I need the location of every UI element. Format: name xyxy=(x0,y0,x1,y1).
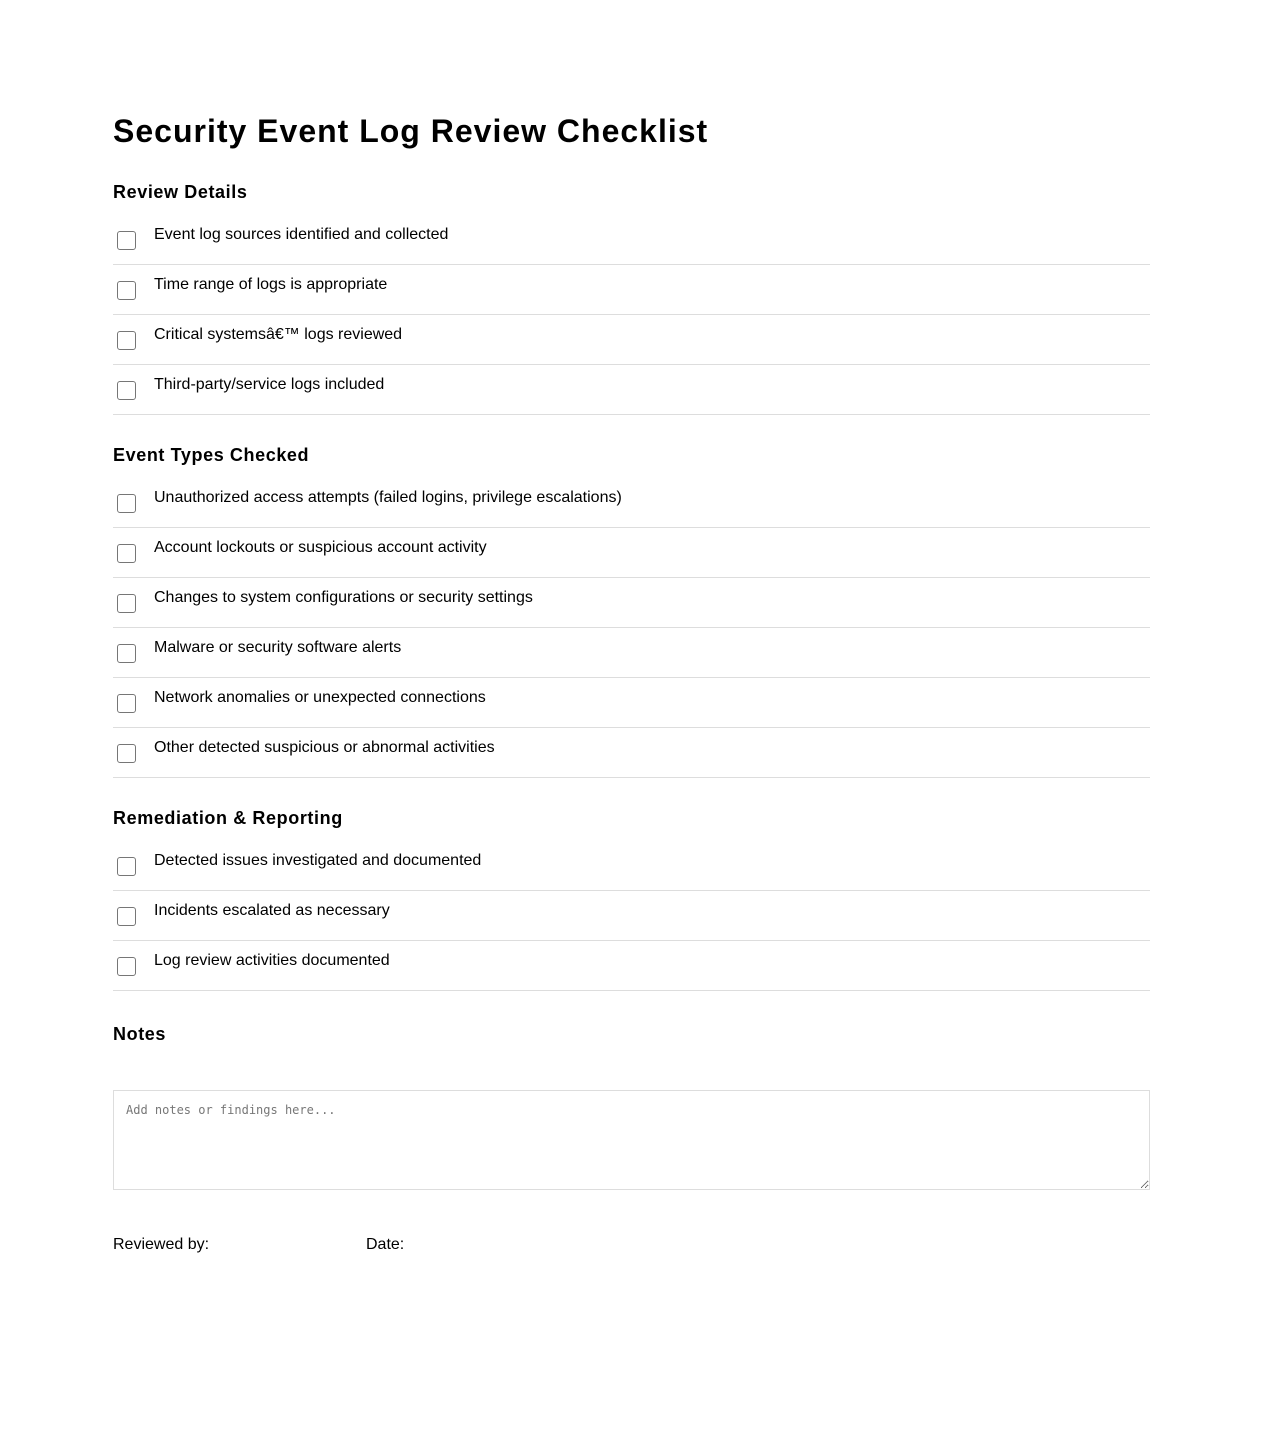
checkbox[interactable] xyxy=(117,907,136,926)
checkbox[interactable] xyxy=(117,594,136,613)
checkbox[interactable] xyxy=(117,544,136,563)
checklist-section xyxy=(113,807,1150,991)
section-heading: Review Details xyxy=(113,182,248,202)
section-heading: Event Types Checked xyxy=(113,445,310,465)
checklist-item[interactable] xyxy=(113,578,1150,628)
checkbox[interactable] xyxy=(117,744,136,763)
checklist-item[interactable] xyxy=(113,215,1150,265)
checklist-section xyxy=(113,444,1150,778)
checklist-item[interactable] xyxy=(113,841,1150,891)
date-label: Date: xyxy=(366,1236,405,1253)
notes-heading: Notes xyxy=(113,1024,167,1044)
checklist-item[interactable] xyxy=(113,528,1150,578)
checklist-item[interactable] xyxy=(113,315,1150,365)
checkbox[interactable] xyxy=(117,231,136,250)
checklist-item-label: Time range of logs is appropriate xyxy=(154,276,388,293)
notes-textarea[interactable] xyxy=(113,1090,1150,1190)
checklist-item[interactable] xyxy=(113,678,1150,728)
checkbox[interactable] xyxy=(117,694,136,713)
checklist-page xyxy=(113,110,1150,1254)
checklist-item[interactable] xyxy=(113,365,1150,415)
reviewed-by-label: Reviewed by: xyxy=(113,1236,210,1253)
checklist-item[interactable] xyxy=(113,265,1150,315)
section-heading: Remediation & Reporting xyxy=(113,808,343,828)
checklist-item-label: Log review activities documented xyxy=(154,952,390,969)
checklist-item[interactable] xyxy=(113,728,1150,778)
checklist-item[interactable] xyxy=(113,628,1150,678)
checkbox[interactable] xyxy=(117,381,136,400)
checklist-item-label: Account lockouts or suspicious account activity xyxy=(154,539,487,556)
checklist-item-label: Detected issues investigated and documented xyxy=(154,852,482,869)
checklist-item-label: Critical systemsâ€™ logs reviewed xyxy=(154,326,403,343)
checklist-item-label: Other detected suspicious or abnormal activities xyxy=(154,739,495,756)
checklist-item-label: Malware or security software alerts xyxy=(154,639,402,656)
checklist-item-label: Unauthorized access attempts (failed logins, privilege escalations) xyxy=(154,489,622,506)
checkbox[interactable] xyxy=(117,644,136,663)
checklist-section xyxy=(113,181,1150,415)
checkbox[interactable] xyxy=(117,494,136,513)
checklist-item[interactable] xyxy=(113,478,1150,528)
checklist-item-label: Third-party/service logs included xyxy=(154,376,385,393)
checklist-item-label: Network anomalies or unexpected connections xyxy=(154,689,486,706)
checkbox[interactable] xyxy=(117,957,136,976)
signature-footer xyxy=(113,1236,1150,1254)
checkbox[interactable] xyxy=(117,331,136,350)
checklist-item-label: Changes to system configurations or security settings xyxy=(154,589,533,606)
checklist-item-label: Event log sources identified and collected xyxy=(154,226,449,243)
checklist-item-label: Incidents escalated as necessary xyxy=(154,902,390,919)
checklist-item[interactable] xyxy=(113,891,1150,941)
checkbox[interactable] xyxy=(117,281,136,300)
checkbox[interactable] xyxy=(117,857,136,876)
checklist-item[interactable] xyxy=(113,941,1150,991)
page-title: Security Event Log Review Checklist xyxy=(113,113,709,149)
